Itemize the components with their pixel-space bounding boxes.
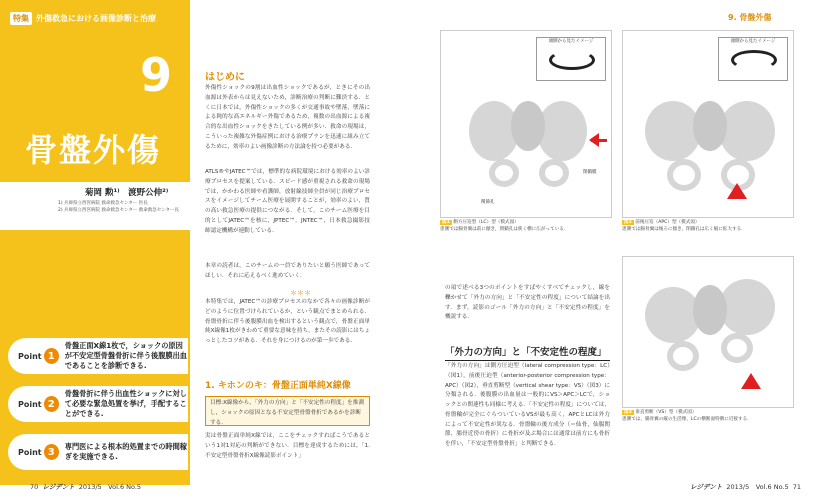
point-label: Point bbox=[18, 447, 42, 457]
pelvis-sacrum bbox=[693, 285, 727, 335]
right-paragraph-1: の項で述べる3つのポイントをすばやくすべてチェックし，線を轢かせて「外力の方向」と「不安定性の程度」について結論を出す．まず，読影のゴール「外力の方向」と「不安定性の程度」を概説する． bbox=[445, 285, 610, 321]
chapter-title: 骨盤外傷 bbox=[25, 131, 162, 169]
pelvis-sacrum bbox=[693, 101, 727, 151]
inset-ring-diagram bbox=[719, 44, 787, 74]
point-item bbox=[8, 338, 188, 374]
figure-2-caption-text: 患側では腸骨翼は後ろに傾き，閉鎖孔は広く縦に拡大する． bbox=[622, 226, 746, 232]
feature-tag: 特集 bbox=[10, 12, 32, 25]
right-journal-name: レジデント bbox=[690, 483, 723, 491]
right-section-heading: 「外力の方向」と「不安定性の程度」 bbox=[445, 344, 610, 361]
label-joint-foramen: 関節孔 bbox=[481, 200, 495, 205]
section-1-heading: 1. キホンのキ：骨盤正面単純X線像 bbox=[205, 381, 351, 391]
obturator-left bbox=[667, 341, 699, 371]
figure-2-caption bbox=[622, 220, 794, 234]
force-arrow-vertical bbox=[741, 373, 761, 389]
figure-2-title: 前後圧迫（APC）型（模式図） bbox=[635, 220, 700, 225]
chapter-number: 9 bbox=[140, 48, 173, 102]
force-arrow-head bbox=[589, 133, 599, 147]
figure-2-inset bbox=[718, 37, 788, 81]
affiliation-1: 1) 兵庫県立西宮病院 救命救急センター 医長 bbox=[58, 201, 148, 206]
feature-header bbox=[10, 12, 156, 25]
section-1-goal-box: 目標:X線像から，「外力の方向」と「不安定性の程度」を推測し，ショックの原因となる不安定型骨盤骨折であるかを診断する． bbox=[205, 396, 370, 426]
left-footer bbox=[30, 482, 141, 491]
figure-2-inset-label: 頭側から見たイメージ bbox=[730, 39, 776, 44]
point-label: Point bbox=[18, 399, 42, 409]
point-item bbox=[8, 434, 188, 470]
affiliation-2: 2) 兵庫県立西宮病院 救命救急センター 救命救急センター長 bbox=[58, 208, 180, 214]
inset-ring-diagram bbox=[537, 44, 605, 74]
point-item bbox=[8, 386, 188, 422]
point-number: 2 bbox=[44, 396, 59, 412]
intro-heading: はじめに bbox=[205, 72, 245, 83]
figure-3-caption-text: 患側では，腸骨翼の縦の生活像，LCの横断面特徴に近接する． bbox=[622, 416, 752, 422]
right-issue: 2013/5 Vol.6 No.5 bbox=[726, 483, 789, 491]
obturator-right bbox=[539, 159, 569, 187]
point-text: 骨盤正面X線1枚で，ショックの原因が不安定型骨盤骨折に伴う後腹膜出血であることを診断できる. bbox=[64, 341, 187, 370]
point-number: 1 bbox=[44, 348, 59, 364]
figure-1-caption-text: 患側では腸骨翼は前に傾き，閉鎖孔は狭く横に広がっている． bbox=[440, 226, 569, 232]
left-page-number: 70 bbox=[30, 483, 39, 491]
author-names: 菊岡 勲¹⁾ 渡野公伸²⁾ bbox=[85, 188, 169, 198]
figure-2-tag: 図2 bbox=[624, 220, 632, 225]
force-arrow-anterior bbox=[727, 183, 747, 199]
section-divider: ＊＊＊ bbox=[290, 289, 311, 297]
figure-1-inset bbox=[536, 37, 606, 81]
figure-3-caption bbox=[622, 410, 794, 424]
feature-series-title: 外傷救急における画像診断と治療 bbox=[36, 14, 156, 23]
point-text: 骨盤骨折に伴う出血性ショックに対して必要な緊急処置を挙げ，手配することができる. bbox=[64, 389, 187, 418]
section-1-paragraph: 実は骨盤正面単純X線では，ここをチェックすればこうであるという1対1対応の判断ができない．目標を達成するためには，「1.不安定型骨盤骨折X線像読影ポイント」 bbox=[205, 433, 370, 459]
figure-3 bbox=[622, 256, 794, 408]
figure-2 bbox=[622, 30, 794, 218]
pelvis-iliac-right bbox=[719, 279, 775, 335]
figure-1-inset-label: 頭側から見たイメージ bbox=[548, 39, 594, 44]
running-head: 9. 骨盤外傷 bbox=[728, 13, 772, 22]
intro-paragraph-2: ATLS®やJATEC™では，標準的な病院環境における効率のよい診療プロセスを提案している．スピード感が重視される救命の現場では，かかわる医師や看護師，放射線技師全員が同じ治療プロセスをイメージしてチーム医療を展開することが，効率のよい，質の高い救急医療の提供につながる．そして，このチーム医療を目的としてJATEC™を核に，JPTEC™，JNTEC™，日本救急撮影技師認定機構が連動している． bbox=[205, 169, 370, 234]
figure-1-caption bbox=[440, 220, 612, 234]
author-affiliations bbox=[58, 200, 179, 214]
left-journal-name: レジデント bbox=[42, 483, 75, 491]
figure-1-tag: 図1 bbox=[442, 220, 450, 225]
pelvis-iliac-right bbox=[719, 101, 775, 161]
figure-1 bbox=[440, 30, 612, 218]
right-footer bbox=[690, 482, 801, 491]
left-issue: 2013/5 Vol.6 No.5 bbox=[78, 483, 142, 491]
figure-3-title: 垂直剪断（VS）型（模式図） bbox=[635, 410, 697, 415]
obturator-right bbox=[721, 333, 753, 363]
pelvis-sacrum bbox=[511, 101, 545, 151]
intro-paragraph-3: 本章の読者は，このチームの一員でありたいと願う医師であってほしい．それに応えるべく進めていく． bbox=[205, 263, 370, 279]
obturator-left bbox=[667, 159, 701, 191]
right-page-number: 71 bbox=[792, 483, 802, 491]
right-paragraph-2: 「外力の方向」は側方圧迫型（lateral compression type：LC）（図1），前後圧迫型（anterior-posterior compression type：APC）（図2），垂直剪断型（vertical shear type：VS）（図3）に分類される．後腹膜の出血量は一般的にVS＞APC＞LCで，ショックとの関連性も同様に考える．「不安定性の程度」については，骨盤輪が完全にぐらついているVSが最も高く，APCとLCは外力によって不安定性が異なる．骨盤輪の後方成分（＝仙骨，仙腸関節，腸骨近傍の骨折）に骨折が及ぶ場合には通常は前方にも骨折を伴い，「不安定型骨盤骨折」と判断できる． bbox=[445, 363, 610, 448]
obturator-left bbox=[489, 159, 519, 187]
label-obturator-membrane: 閉鎖膜 bbox=[583, 170, 597, 175]
intro-paragraph-4: 本特集では，JATEC™の診療プロセスのなかで各々の画像診断がどのように位置づけられているか，という観点でまとめられる．骨盤骨折に伴う後腹膜出血を検出するという観点で，骨盤正面単純X線像1枚がきわめて重要な意味を持ち，またその読影にはちょっとしたコツがある．それを身につけるのが第一歩である． bbox=[205, 299, 370, 345]
point-number: 3 bbox=[44, 444, 59, 460]
point-label: Point bbox=[18, 351, 42, 361]
figure-3-tag: 図3 bbox=[624, 410, 632, 415]
intro-paragraph-1: 外傷性ショックの9割は出血性ショックであるが，ときにその出血源は外表からは見えないため，診断治療の判断に難渋する．とくに日本では，外傷性ショックの多くが交通事故や墜落，墜落による鈍的な高エネルギー外傷であるため，複数の出血源による複合的な出血性ショックをきたしている例が多い．救命の現場は，こういった複雑な外傷症例における治療プランを迅速に組み立てるために，効率のよい画像診断の方法論を持つ必要がある． bbox=[205, 85, 370, 150]
figure-1-title: 側方圧迫型（LC）型（模式図） bbox=[453, 220, 519, 225]
point-text: 専門医による根本的処置までの時間稼ぎを実施できる. bbox=[64, 442, 187, 461]
